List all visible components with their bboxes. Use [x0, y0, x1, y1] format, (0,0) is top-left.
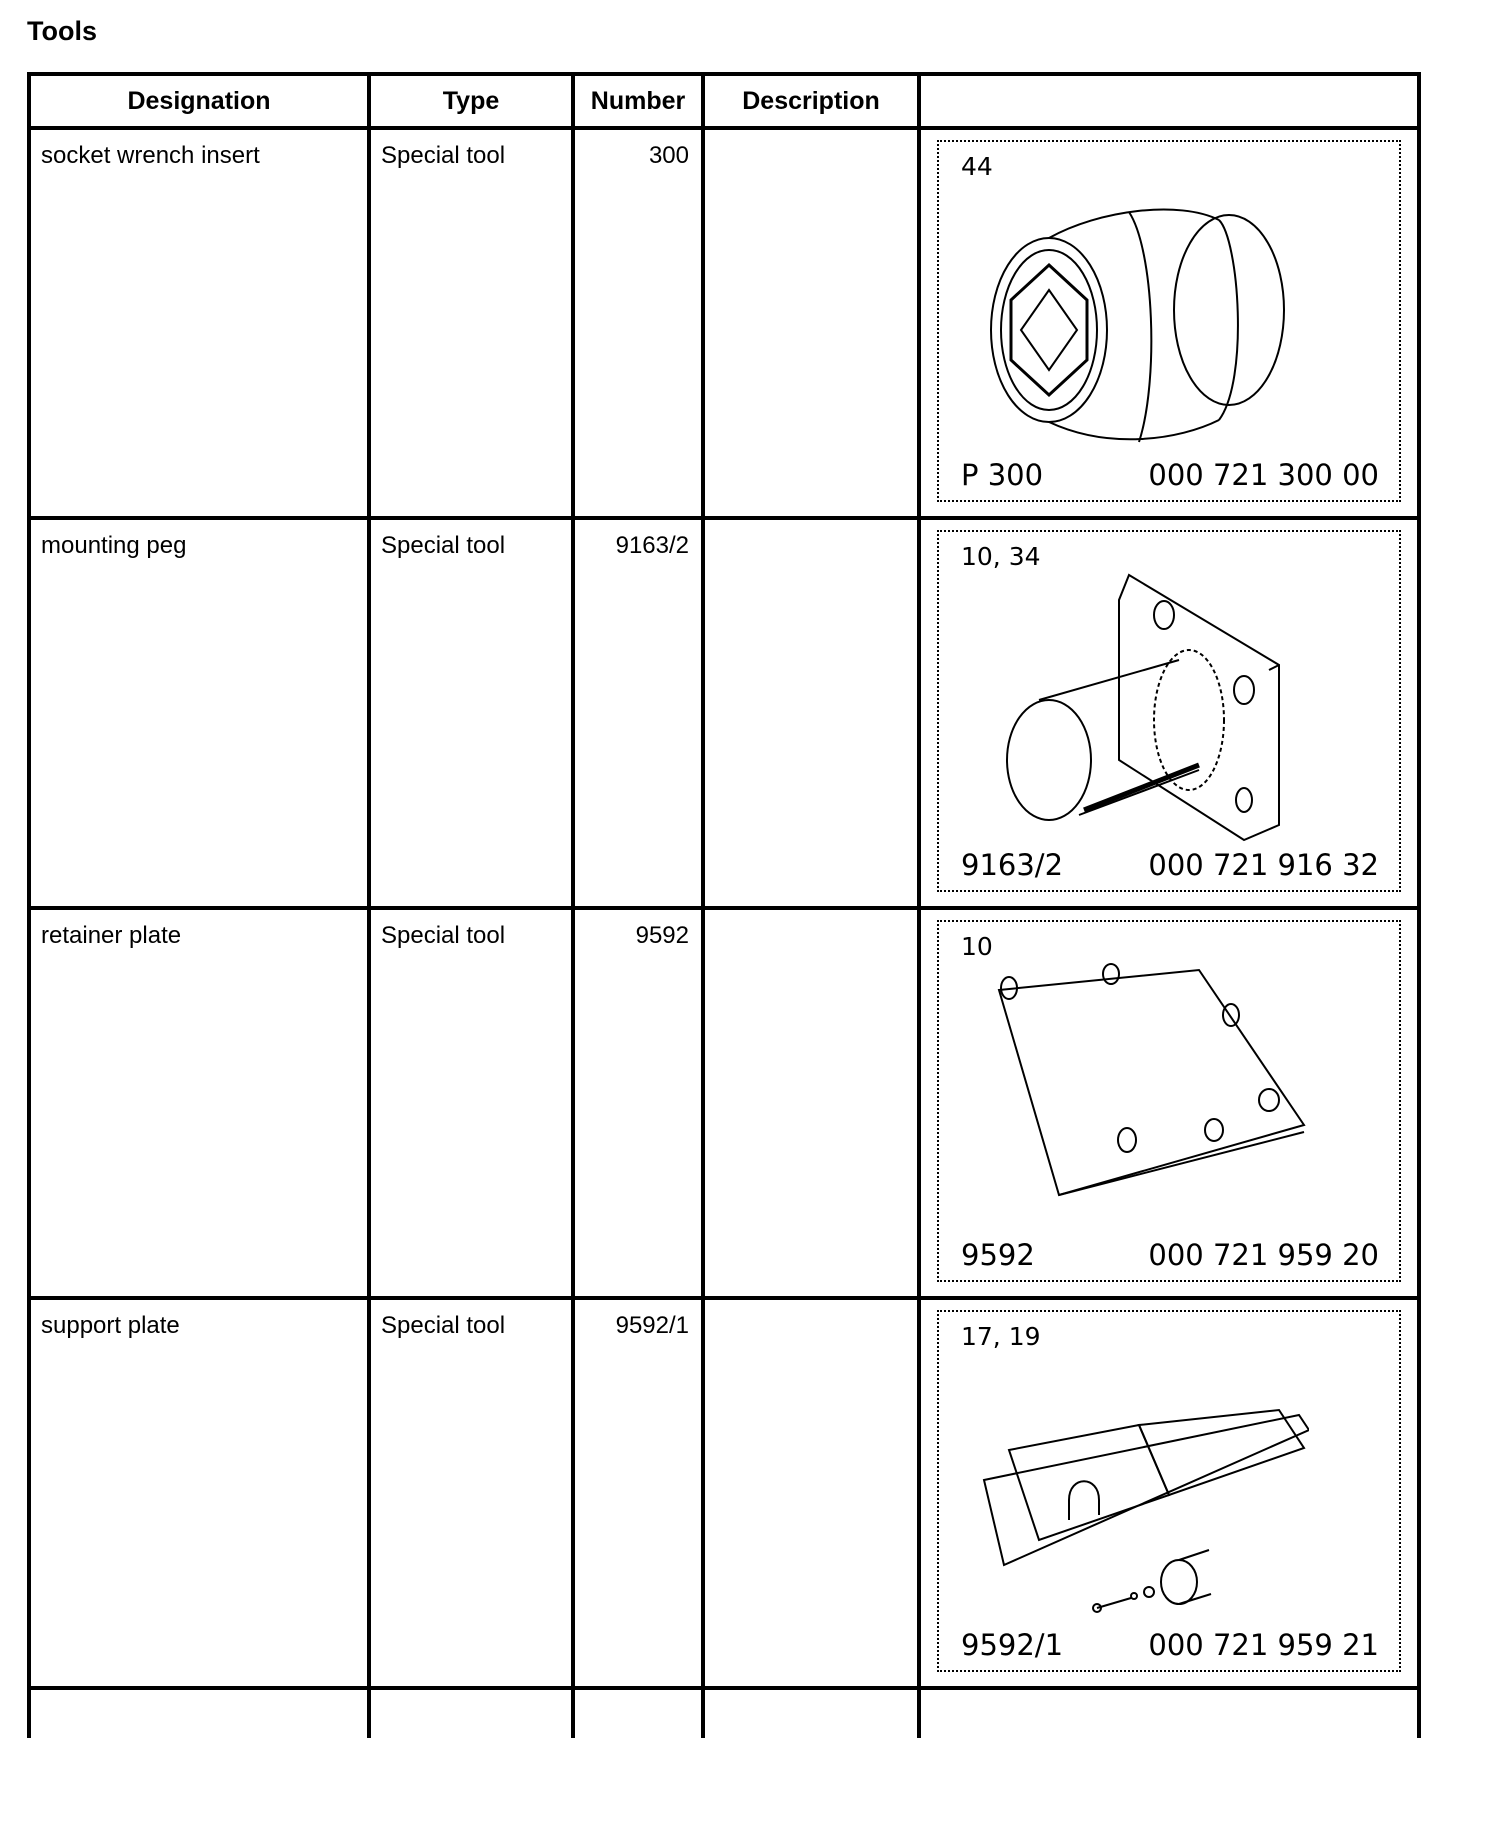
- cell-number: 9163/2: [615, 532, 689, 559]
- cell-designation: socket wrench insert: [41, 142, 260, 169]
- tool-figure: [937, 920, 1401, 1282]
- header-description: Description: [703, 74, 919, 128]
- retainer-plate-drawing: [979, 960, 1309, 1240]
- header-number: Number: [573, 74, 703, 128]
- figure-part-number: 000 721 959 21: [1148, 1628, 1379, 1662]
- figure-code: 9592/1: [961, 1628, 1064, 1662]
- cell-type: Special tool: [381, 142, 506, 169]
- header-designation: Designation: [29, 74, 369, 128]
- tool-figure: [937, 140, 1401, 502]
- cell-designation: mounting peg: [41, 532, 187, 559]
- page-title: Tools: [27, 16, 97, 46]
- table-row: [29, 518, 1419, 908]
- tool-figure: [937, 530, 1401, 892]
- cell-number: 9592/1: [615, 1312, 689, 1339]
- figure-ref: 17, 19: [961, 1322, 1041, 1351]
- cell-type: Special tool: [381, 922, 506, 949]
- figure-part-number: 000 721 300 00: [1148, 458, 1379, 492]
- cell-description: [705, 1300, 917, 1312]
- mounting-peg-drawing: [979, 570, 1309, 850]
- figure-code: 9592: [961, 1238, 1035, 1272]
- figure-part-number: 000 721 916 32: [1148, 848, 1379, 882]
- figure-code: P 300: [961, 458, 1044, 492]
- figure-ref: 44: [961, 152, 993, 181]
- tools-table: [27, 72, 1421, 1738]
- cell-type: Special tool: [381, 1312, 506, 1339]
- header-image: [919, 74, 1419, 128]
- tool-figure: [937, 1310, 1401, 1672]
- figure-ref: 10, 34: [961, 542, 1041, 571]
- header-type: Type: [369, 74, 573, 128]
- table-row: [29, 908, 1419, 1298]
- cell-description: [705, 910, 917, 922]
- support-plate-drawing: [979, 1350, 1309, 1630]
- cell-type: Special tool: [381, 532, 506, 559]
- figure-part-number: 000 721 959 20: [1148, 1238, 1379, 1272]
- cell-description: [705, 130, 917, 142]
- cell-number: 300: [648, 142, 689, 169]
- table-row: [29, 1298, 1419, 1688]
- figure-code: 9163/2: [961, 848, 1064, 882]
- table-row-empty: [29, 1688, 1419, 1738]
- cell-designation: support plate: [41, 1312, 180, 1339]
- socket-wrench-insert-drawing: [979, 180, 1309, 460]
- cell-designation: retainer plate: [41, 922, 182, 949]
- table-row: [29, 128, 1419, 518]
- table-header-row: [29, 74, 1419, 128]
- cell-description: [705, 520, 917, 532]
- cell-number: 9592: [635, 922, 689, 949]
- figure-ref: 10: [961, 932, 993, 961]
